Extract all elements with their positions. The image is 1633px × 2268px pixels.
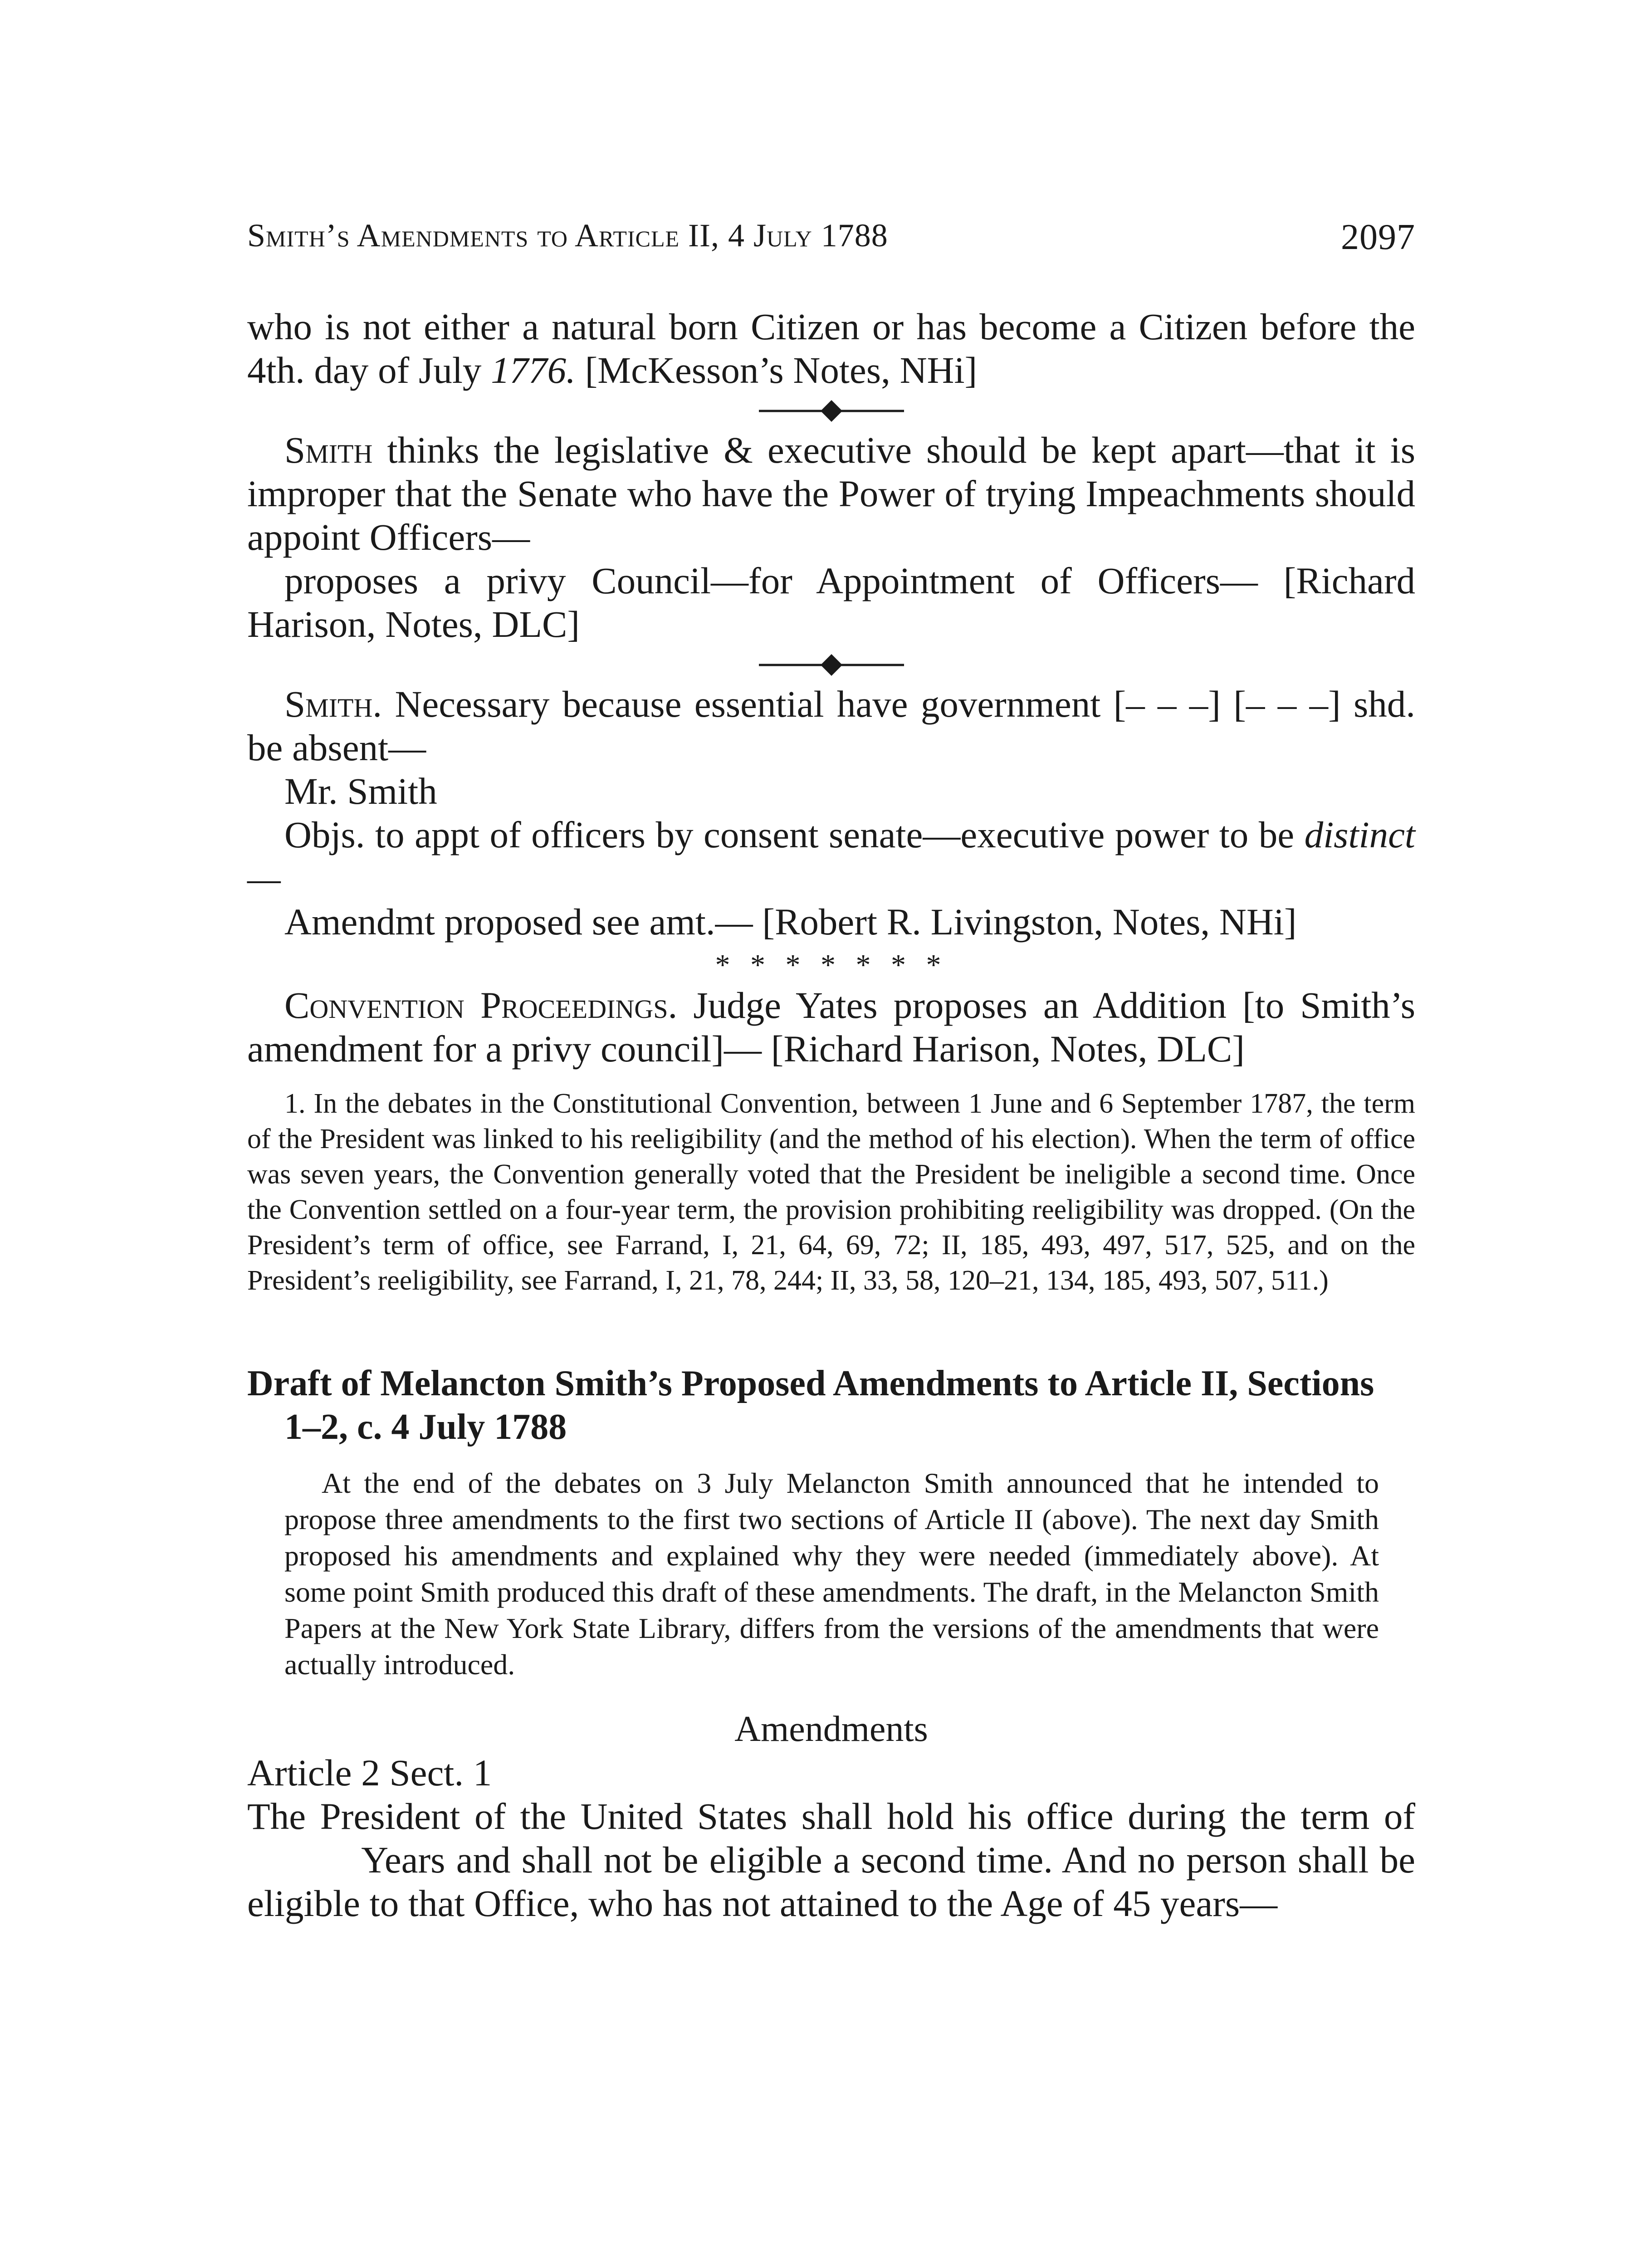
- running-title: Smith’s Amendments to Article II, 4 July 1788: [247, 217, 888, 254]
- italic-year: 1776.: [491, 349, 576, 391]
- paragraph-amendment-proposed: Amendmt proposed see amt.— [Robert R. Livingston, Notes, NHi]: [284, 901, 1297, 943]
- paragraph-text: who is not either a natural born Citizen or has become a Citizen before the 4th. day of July: [247, 306, 1415, 391]
- footnote-1: 1. In the debates in the Constitutional Convention, between 1 June and 6 September 1787, the term of the President was linked to his reeligibility (and the method of his election). When the term of office was seven years, the Convention generally voted that the President be ineligible a second time. Once the Convention settled on a four-year term, the provision prohibiting reeligibility was dropped. (On the President’s term of office, see Farrand, I, 21, 64, 69, 72; II, 185, 493, 497, 517, 525, and on the President’s reeligibility, see Farrand, I, 21, 78, 244; II, 33, 58, 120–21, 134, 185, 493, 507, 511.): [247, 1088, 1415, 1296]
- paragraph-text: Necessary because essential have government [– – –] [– – –] shd. be absent—: [247, 683, 1415, 768]
- amendment-text-part: Years and shall not be eligible a second time. And no person shall be eligible to that Office, who has not attained to the Age of 45 years—: [247, 1839, 1416, 1924]
- italic-word: distinct—: [247, 814, 1415, 899]
- paragraph-citizen: [247, 305, 1415, 392]
- speaker-name: Convention Proceedings.: [284, 984, 678, 1026]
- speaker-name: Smith: [284, 429, 373, 471]
- paragraph-objections: [247, 813, 1415, 900]
- paragraph-convention-proceedings: [247, 983, 1415, 1070]
- paragraph-mr-smith: Mr. Smith: [284, 770, 437, 812]
- speaker-name: Smith.: [284, 683, 382, 725]
- amendment-text: [247, 1794, 1415, 1925]
- page-number: 2097: [1341, 217, 1415, 257]
- amendment-text-part: The President of the United States shall hold his office during the term of: [247, 1795, 1415, 1837]
- diamond-ornament-icon: [759, 649, 904, 676]
- section-heading: Draft of Melancton Smith’s Proposed Amendments to Article II, Sections 1–2, c. 4 July 1788: [247, 1364, 1374, 1447]
- paragraph-text: Judge Yates proposes an Addition [to Smith’s amendment for a privy council]— [Richard Harison, Notes, DLC]: [247, 984, 1416, 1070]
- paragraph-smith-necessary: [247, 682, 1415, 769]
- diamond-ornament-icon: [759, 395, 904, 422]
- headnote: At the end of the debates on 3 July Melancton Smith announced that he intended to propose three amendments to the first two sections of Article II (above). The next day Smith proposed his amendments and explained why they were needed (immediately above). At some point Smith produced this draft of these amendments. The draft, in the Melancton Smith Papers at the New York State Library, differs from the versions of the amendments that were actually introduced.: [284, 1467, 1379, 1681]
- subheading-amendments: Amendments: [734, 1709, 928, 1749]
- running-header: [247, 217, 1415, 267]
- asterisk-separator: * * * * * * *: [715, 948, 948, 982]
- source-citation: [McKesson’s Notes, NHi]: [585, 349, 978, 391]
- paragraph-privy-council: proposes a privy Council—for Appointment of Officers— [Richard Harison, Notes, DLC]: [247, 560, 1415, 645]
- paragraph-smith-separation: [247, 428, 1415, 559]
- paragraph-text: thinks the legislative & executive should be kept apart—that it is improper that the Senate who have the Power of trying Impeachments should appoint Officers—: [247, 429, 1416, 558]
- main-text: [247, 305, 1415, 1925]
- article-label: Article 2 Sect. 1: [247, 1752, 492, 1794]
- paragraph-text: Objs. to appt of officers by consent senate—executive power to be: [284, 814, 1295, 855]
